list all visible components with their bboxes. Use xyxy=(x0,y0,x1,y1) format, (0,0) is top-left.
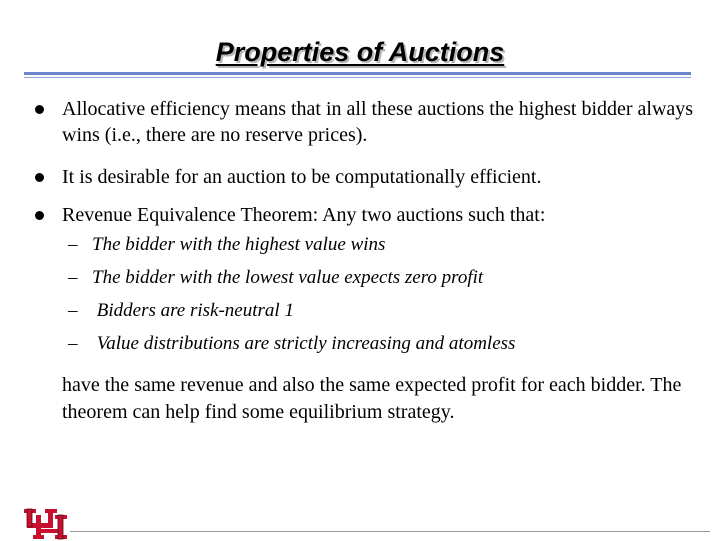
sub-bullet-item xyxy=(68,298,294,324)
dash-marker: – xyxy=(68,267,78,288)
sub-bullet-item xyxy=(68,232,385,258)
dash-marker: – xyxy=(68,300,78,321)
bullet-text: Allocative efficiency means that in all these auctions the highest bidder always wins (i.e., there are no reserve prices). xyxy=(62,98,694,146)
bullet-text: Revenue Equivalence Theorem: Any two auctions such that: xyxy=(62,204,546,226)
dash-marker: – xyxy=(68,234,78,255)
footer-divider xyxy=(70,531,710,532)
conclusion-paragraph: have the same revenue and also the same expected profit for each bidder. The theorem can help find some equilibrium strategy. xyxy=(62,374,682,423)
bullet-dot-icon xyxy=(35,173,44,182)
sub-bullet-item xyxy=(68,265,483,291)
sub-bullet-text: Bidders are risk-neutral 1 xyxy=(92,300,294,321)
title-divider-thin xyxy=(24,77,691,78)
bullet-dot-icon xyxy=(35,211,44,220)
sub-bullet-text: Value distributions are strictly increasing and atomless xyxy=(92,333,516,354)
uh-logo-icon xyxy=(22,505,68,541)
bullet-dot-icon xyxy=(35,105,44,114)
bullet-text: It is desirable for an auction to be computationally efficient. xyxy=(62,166,542,188)
sub-bullet-text: The bidder with the highest value wins xyxy=(92,234,386,255)
dash-marker: – xyxy=(68,333,78,354)
slide-title: Properties of Auctions xyxy=(215,37,505,67)
title-divider xyxy=(24,72,691,75)
sub-bullet-text: The bidder with the lowest value expects zero profit xyxy=(92,267,484,288)
sub-bullet-item xyxy=(68,331,515,357)
